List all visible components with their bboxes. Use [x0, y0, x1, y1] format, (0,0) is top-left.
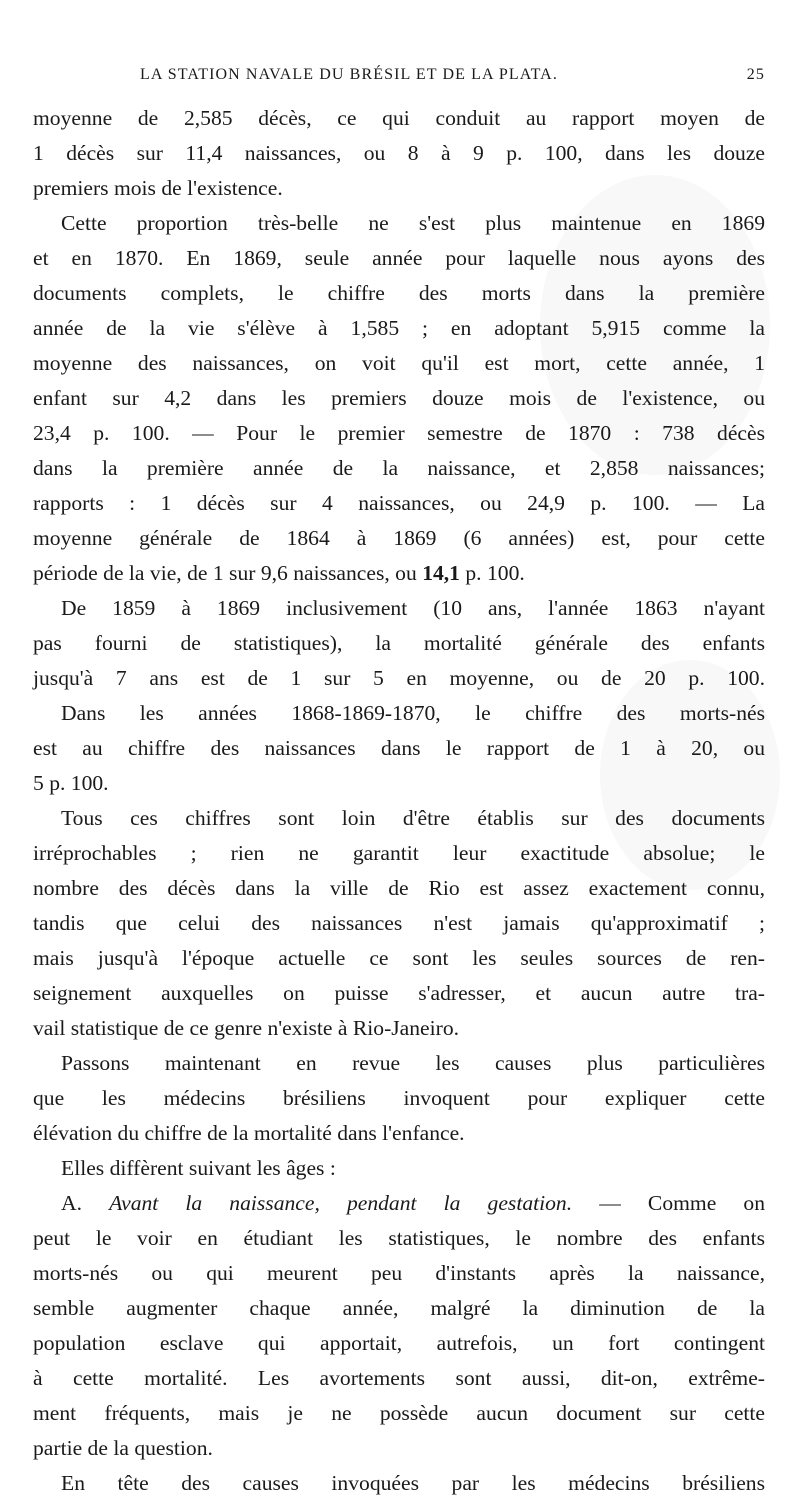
text-line: enfant sur 4,2 dans les premiers douze mois de l'existence, ou	[33, 386, 765, 410]
text-line: année de la vie s'élève à 1,585 ; en adoptant 5,915 comme la	[33, 316, 765, 340]
text-line: moyenne de 2,585 décès, ce qui conduit au rapport moyen de	[33, 106, 765, 130]
text-line: 1 décès sur 11,4 naissances, ou 8 à 9 p. 100, dans les douze	[33, 141, 765, 165]
text-line: moyenne des naissances, on voit qu'il est mort, cette année, 1	[33, 351, 765, 375]
text-line: est au chiffre des naissances dans le rapport de 1 à 20, ou	[33, 736, 765, 760]
paragraph-first-line: De 1859 à 1869 inclusivement (10 ans, l'année 1863 n'ayant	[61, 596, 765, 620]
paragraph-first-line: Cette proportion très-belle ne s'est plus maintenue en 1869	[61, 211, 765, 235]
page-number: 25	[746, 66, 765, 83]
text-line: pas fourni de statistiques), la mortalité générale des enfants	[33, 631, 765, 655]
text-line: élévation du chiffre de la mortalité dans l'enfance.	[33, 1121, 465, 1145]
line-segment: p. 100.	[459, 561, 525, 585]
text-line: et en 1870. En 1869, seule année pour laquelle nous ayons des	[33, 246, 765, 270]
text-line: seignement auxquelles on puisse s'adresser, et aucun autre tra-	[33, 981, 765, 1005]
text-line: population esclave qui apportait, autrefois, un fort contingent	[33, 1331, 765, 1355]
text-line: tandis que celui des naissances n'est jamais qu'approximatif ;	[33, 911, 765, 935]
text-line: vail statistique de ce genre n'existe à Rio-Janeiro.	[33, 1016, 460, 1040]
text-line: partie de la question.	[33, 1436, 213, 1460]
text-line: que les médecins brésiliens invoquent pour expliquer cette	[33, 1086, 765, 1110]
line-segment: période de la vie, de 1 sur 9,6 naissances, ou	[33, 561, 423, 585]
paragraph-first-line: Tous ces chiffres sont loin d'être établis sur des documents	[61, 806, 765, 830]
text-line: 23,4 p. 100. — Pour le premier semestre de 1870 : 738 décès	[33, 421, 765, 445]
text-line: premiers mois de l'existence.	[33, 176, 283, 200]
text-line: peut le voir en étudiant les statistiques, le nombre des enfants	[33, 1226, 765, 1250]
text-line: mais jusqu'à l'époque actuelle ce sont les seules sources de ren-	[33, 946, 765, 970]
text-line: documents complets, le chiffre des morts dans la première	[33, 281, 765, 305]
paragraph-first-line: Passons maintenant en revue les causes plus particulières	[61, 1051, 765, 1075]
section-heading-line	[61, 1186, 765, 1220]
text-line: rapports : 1 décès sur 4 naissances, ou 24,9 p. 100. — La	[33, 491, 765, 515]
text-line: dans la première année de la naissance, et 2,858 naissances;	[33, 456, 765, 480]
text-line: nombre des décès dans la ville de Rio est assez exactement connu,	[33, 876, 765, 900]
text-line: morts-nés ou qui meurent peu d'instants après la naissance,	[33, 1261, 765, 1285]
line-segment: — Comme on	[572, 1191, 765, 1215]
bold-figure: 14,1	[422, 561, 460, 585]
text-line: semble augmenter chaque année, malgré la diminution de la	[33, 1296, 765, 1320]
text-line: jusqu'à 7 ans est de 1 sur 5 en moyenne, ou de 20 p. 100.	[33, 666, 765, 690]
section-letter: A.	[61, 1191, 110, 1215]
section-title: Avant la naissance, pendant la gestation.	[109, 1191, 573, 1215]
text-line: moyenne générale de 1864 à 1869 (6 années) est, pour cette	[33, 526, 765, 550]
text-line: à cette mortalité. Les avortements sont aussi, dit-on, extrême-	[33, 1366, 765, 1390]
text-line	[33, 556, 525, 590]
paragraph-first-line: Elles diffèrent suivant les âges :	[61, 1156, 336, 1180]
text-line: 5 p. 100.	[33, 771, 109, 795]
running-header	[140, 66, 765, 88]
header-title: LA STATION NAVALE DU BRÉSIL ET DE LA PLATA.	[140, 66, 558, 83]
paragraph-first-line: Dans les années 1868-1869-1870, le chiffre des morts-nés	[61, 701, 765, 725]
paragraph-first-line: En tête des causes invoquées par les médecins brésiliens	[61, 1471, 765, 1495]
text-line: ment fréquents, mais je ne possède aucun document sur cette	[33, 1401, 765, 1425]
text-line: irréprochables ; rien ne garantit leur exactitude absolue; le	[33, 841, 765, 865]
